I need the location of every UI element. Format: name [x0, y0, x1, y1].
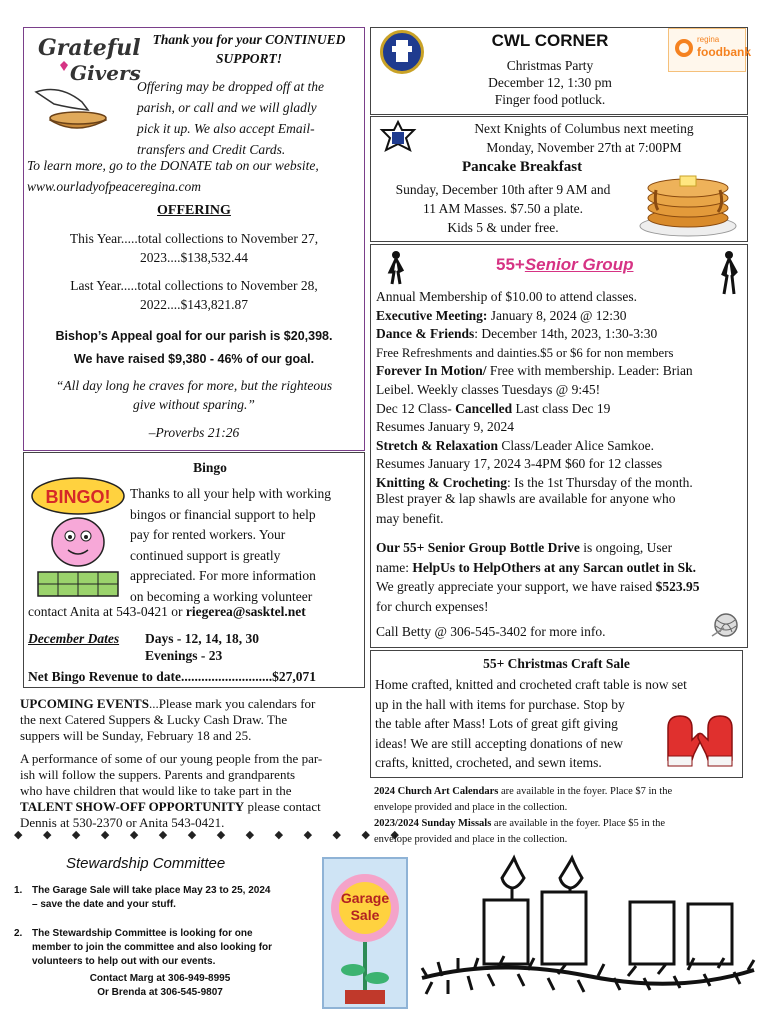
bingo-character-icon	[28, 474, 128, 600]
cwl-christmas-party: Christmas Party December 12, 1:30 pm Finger food potluck.	[488, 58, 612, 107]
bingo-email[interactable]: riegerea@sasktel.net	[185, 604, 306, 619]
advent-wreath	[418, 858, 758, 1018]
talent-show: A performance of some of our young people from the par- ish will follow the suppers. Parents and grandparents who have children that would like to take part in the TALENT SHOW-OFF OPPORTUNITY please contact Dennis at 530-2370 or Anita 543-0421.	[20, 751, 323, 830]
dancer-icon-left	[386, 250, 406, 284]
mittens-icon	[660, 710, 740, 770]
diamond-divider: ◆◆◆◆◆◆◆◆◆◆◆◆◆◆	[14, 829, 420, 841]
advent-candles-icon	[418, 858, 758, 1018]
stewardship-contacts: Contact Marg at 306-949-8995 Or Brenda at 306-545-9807	[89, 973, 231, 998]
craft-sale-text: Home crafted, knitted and crocheted craft table is now set up in the hall with items for purchase. Stop by the table after Mass! Lots of great gift giving ideas! We are still accepting donations of new crafts, knitted, crocheted, and sewn items.	[375, 677, 687, 770]
foodbank-circle-icon	[675, 39, 693, 57]
prayer-shawls: Blest prayer & lap shawls are available for anyone who may benefit.	[376, 491, 676, 526]
cwl-crest-icon	[380, 30, 424, 74]
stewardship-item-2: 2. The Stewardship Committee is looking for one member to join the committee and also looking for volunteers to help out with our events.	[14, 928, 273, 967]
offering-dropoff-text: Offering may be dropped off at the parish, or call and we will gladly pick it up. We also accept Email- transfers and Credit Cards.	[137, 79, 324, 157]
pancake-stack-icon	[636, 160, 740, 238]
pancake-image	[636, 160, 740, 238]
scripture-quote: “All day long he craves for more, but the righteous give without sparing.”	[55, 378, 333, 412]
last-year-total: Last Year.....total collections to November 28, 2022....$143,821.87	[70, 278, 318, 312]
cwl-title: CWL CORNER	[491, 31, 609, 50]
pancake-details: Sunday, December 10th after 9 AM and 11 AM Masses. $7.50 a plate. Kids 5 & under free.	[395, 182, 611, 235]
garage-sign-line2: Sale	[350, 907, 380, 923]
garage-sale-image	[323, 858, 407, 1008]
stewardship-item-1: 1. The Garage Sale will take place May 23 to 25, 2024 – save the date and your stuff.	[14, 885, 271, 910]
bingo-text: Thanks to all your help with working bingos or financial support to help pay for rented workers. Your continued support is greatly appreciated. For more information on becoming a working volunteer	[130, 486, 331, 604]
knights-meeting: Next Knights of Columbus next meeting Monday, November 27th at 7:00PM	[474, 121, 694, 155]
yarn-ball-icon	[710, 612, 742, 638]
bingo-cartoon	[28, 474, 128, 600]
this-year-total: This Year.....total collections to November 27, 2023....$138,532.44	[69, 231, 319, 265]
craft-sale-heading: 55+ Christmas Craft Sale	[483, 656, 630, 671]
upcoming-events: UPCOMING EVENTS...Please mark you calendars for the next Catered Suppers & Lucky Cash Draw. The suppers will be Sunday, February 18 and 25.	[20, 696, 316, 743]
senior-group-title: 55+Senior Group	[496, 255, 634, 274]
garage-sale-flower-icon	[323, 858, 407, 1008]
pancake-heading: Pancake Breakfast	[462, 159, 583, 175]
bottle-drive: Our 55+ Senior Group Bottle Drive is ongoing, User name: HelpUs to HelpOthers at any Sarcan outlet in Sk. We greatly appreciate your support, we have raised $523.95 for church expenses!	[376, 540, 700, 614]
church-calendars: 2024 Church Art Calendars are available in the foyer. Place $7 in the envelope provided and place in the collection. 2023/2024 Sunday Missals are available in the foyer. Place $5 in the envelope provided and place in the collection.	[374, 786, 673, 845]
bingo-revenue: Net Bingo Revenue to date...........................$27,071	[28, 669, 316, 684]
december-dates-label: December Dates	[28, 631, 120, 646]
knights-emblem-icon	[378, 120, 418, 160]
thanks-title: Thank you for your CONTINUED SUPPORT!	[152, 32, 346, 66]
scripture-reference: –Proverbs 21:26	[148, 425, 240, 440]
bingo-contact: contact Anita at 543-0421 or riegerea@sasktel.net	[28, 604, 306, 619]
grateful-givers-logo: Grateful Givers	[30, 32, 134, 142]
donate-info: To learn more, go to the DONATE tab on our website, www.ourladyofpeaceregina.com	[27, 158, 319, 194]
garage-sign-line1: Garage	[340, 890, 390, 906]
senior-schedule: Annual Membership of $10.00 to attend classes. Executive Meeting: January 8, 2024 @ 12:30 Dance & Friends: December 14th, 2023, 1:30-3:30 Free Refreshments and dainties.$5 or $6 for non members Forever In Motion/ Free with membership. Leader: Brian Leibel. Weekly classes Tuesdays @ 9:45! Dec 12 Class- Cancelled Last class Dec 19 Resumes January 9, 2024 Stretch & Relaxation Class/Leader Alice Samkoe. Resumes January 17, 2024 3-4PM $60 for 12 classes Knitting & Crocheting: Is the 1st Thursday of the month.	[376, 289, 693, 490]
bingo-logo-text: BINGO!	[45, 487, 111, 507]
bingo-days: Days - 12, 14, 18, 30	[145, 631, 259, 646]
giving-hands-icon	[30, 32, 134, 142]
bishops-appeal: Bishop’s Appeal goal for our parish is $20,398. We have raised $9,380 - 46% of our goal.	[55, 329, 333, 366]
call-betty: Call Betty @ 306-545-3402 for more info.	[376, 624, 606, 639]
offering-heading: OFFERING	[157, 203, 231, 218]
stewardship-title: Stewardship Committee	[66, 855, 226, 872]
bingo-heading: Bingo	[193, 460, 227, 475]
regina-foodbank-logo: regina foodbank	[668, 28, 746, 72]
bingo-evenings: Evenings - 23	[145, 648, 223, 663]
stewardship-list	[14, 884, 314, 969]
